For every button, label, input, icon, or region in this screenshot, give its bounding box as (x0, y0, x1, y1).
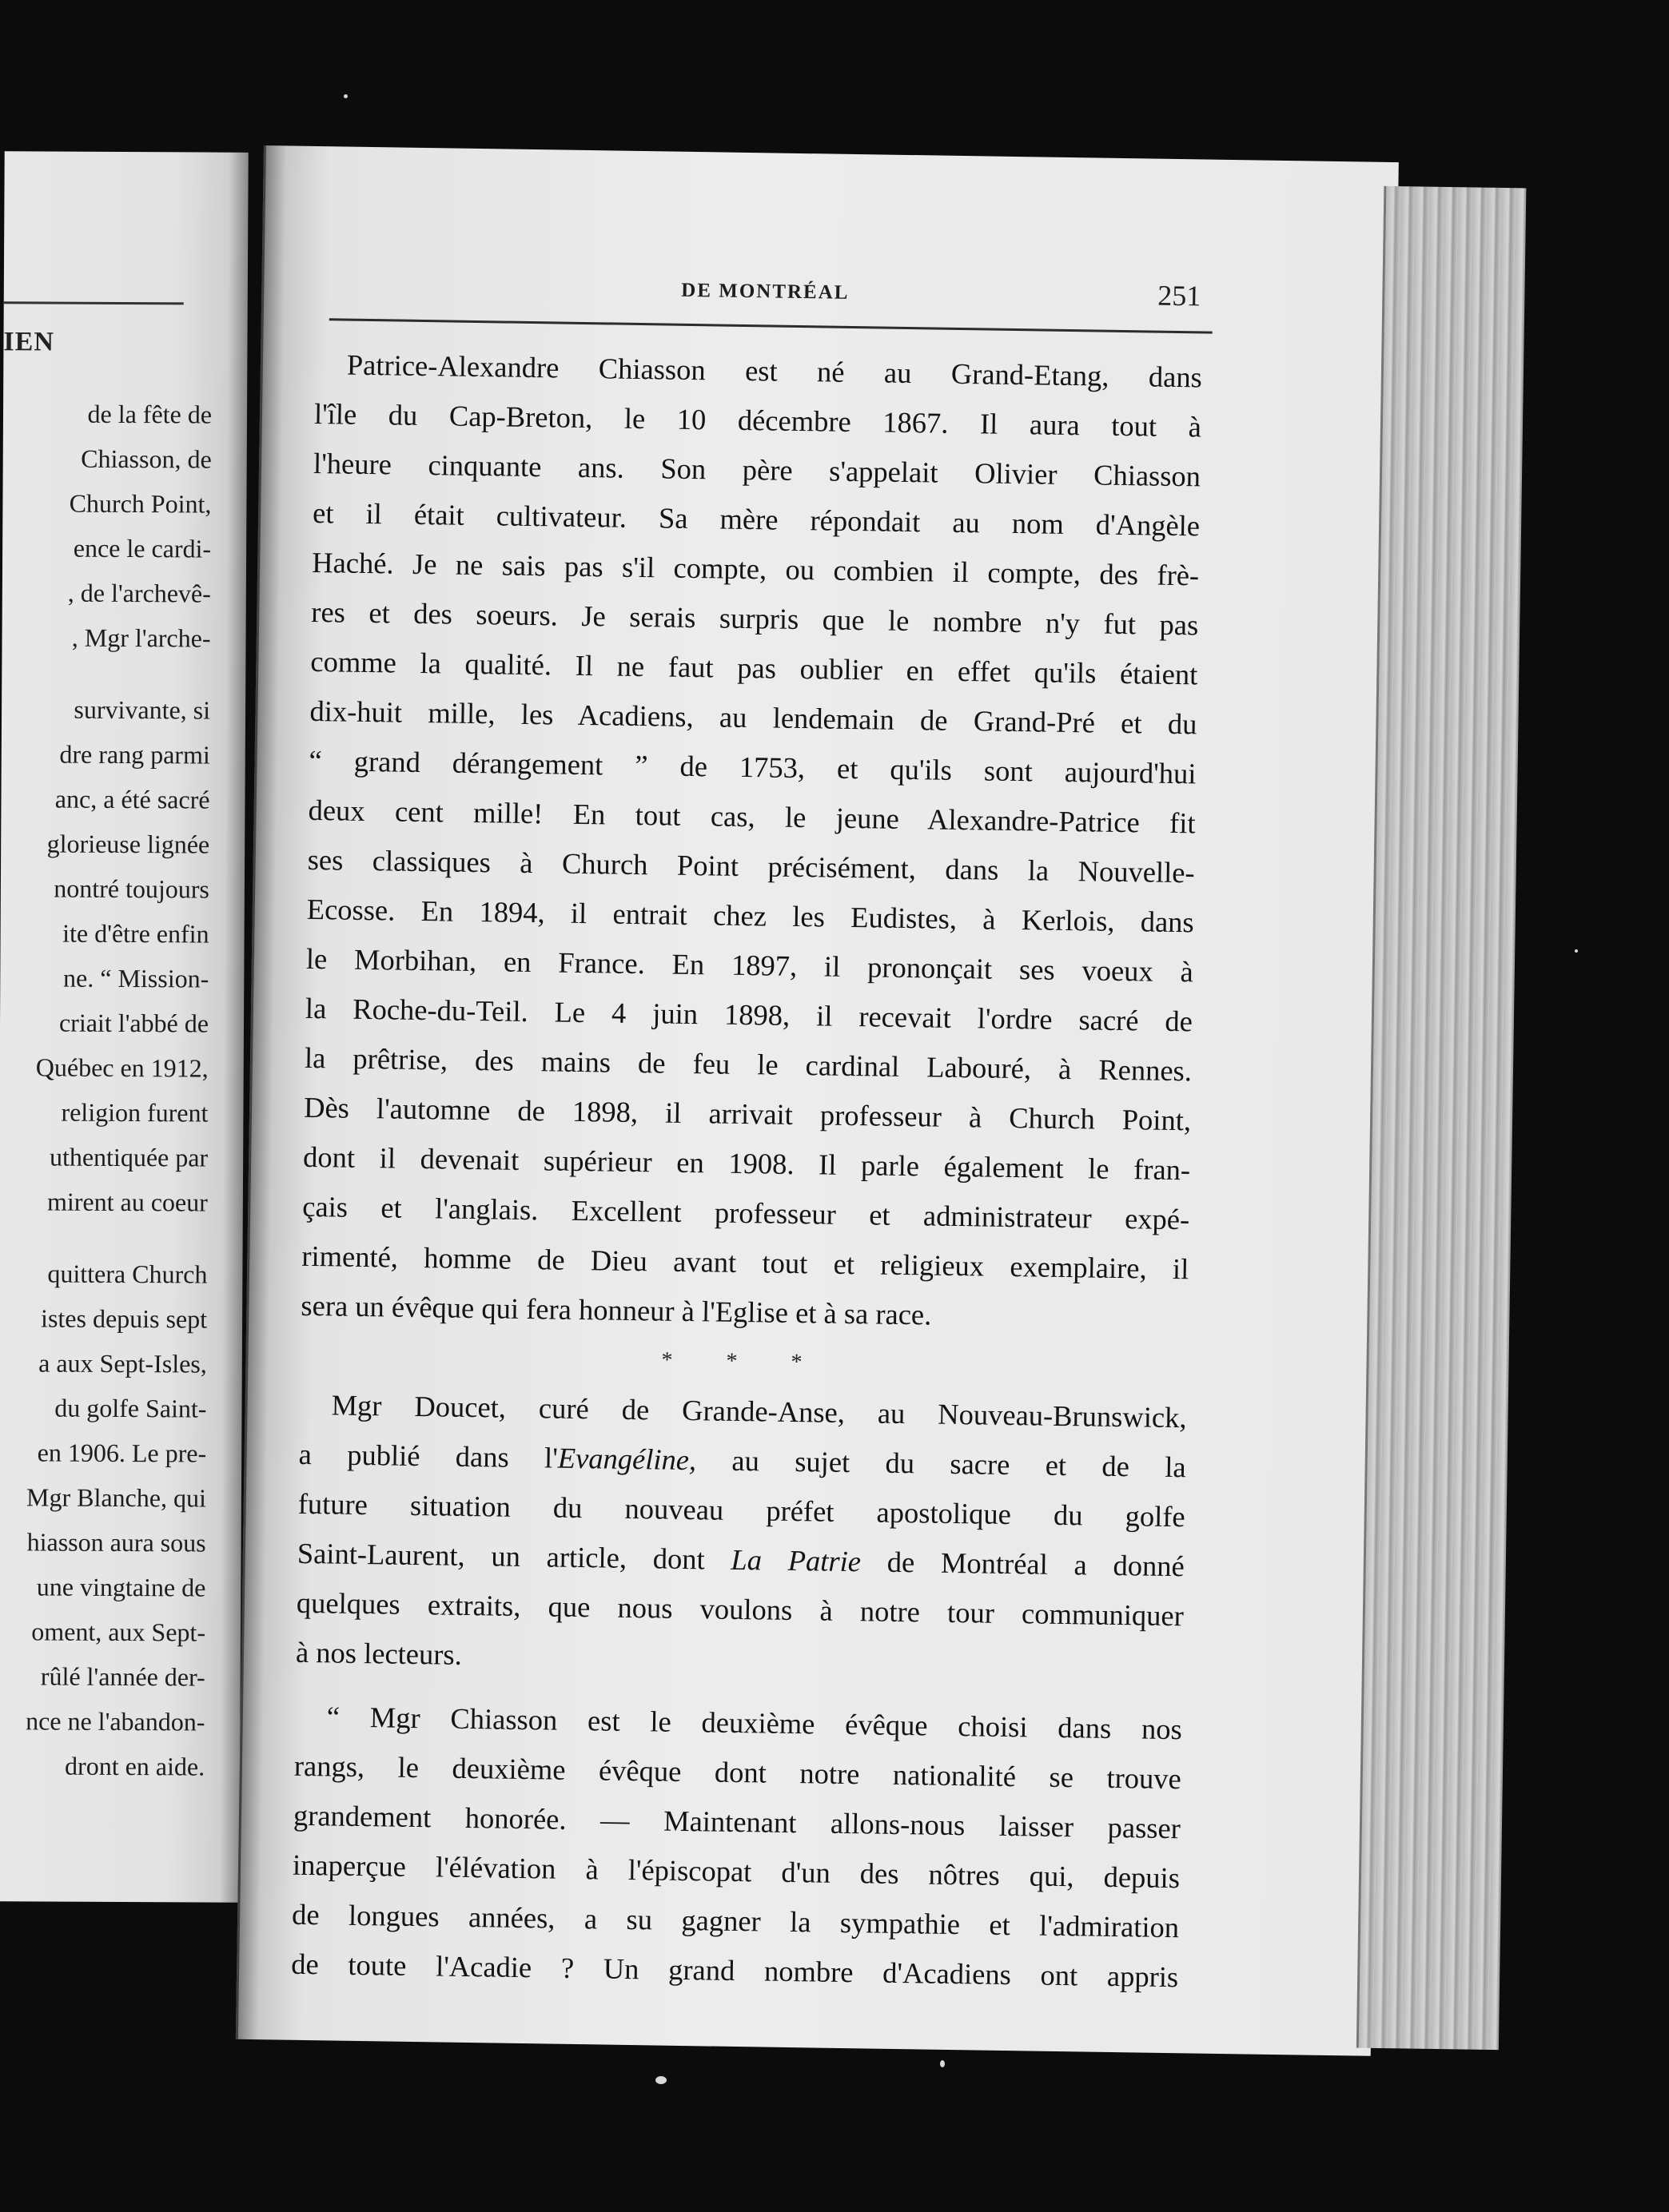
text-line: çais et l'anglais. Excellent professeur et administrateur expé- (302, 1189, 1190, 1236)
text-line: du golfe Saint- (54, 1393, 207, 1423)
text-line: quelques extraits, que nous voulons à notre tour communiquer (296, 1585, 1185, 1633)
text-line: rangs, le deuxième évêque dont notre nationalité se trouve (293, 1749, 1182, 1796)
italic-title: La Patrie (731, 1542, 862, 1578)
text-line: anc, a été sacré (54, 784, 210, 814)
running-head (329, 266, 1201, 327)
page-number: 251 (1157, 279, 1201, 312)
dust-speck (940, 2060, 945, 2067)
text-line: Chiasson, de (81, 444, 212, 474)
text-line: ite d'être enfin (62, 918, 209, 949)
text-line: , de l'archevê- (67, 578, 211, 608)
left-page (0, 151, 249, 1903)
text-line: Haché. Je ne sais pas s'il compte, ou combien il compte, des frè- (311, 545, 1200, 592)
text-line: nce ne l'abandon- (26, 1706, 205, 1737)
text-line: quittera Church (47, 1259, 208, 1289)
text-line: oment, aux Sept- (31, 1617, 206, 1647)
text-line: survivante, si (74, 694, 211, 725)
text-line: dront en aide. (65, 1751, 205, 1781)
text-run: Saint-Laurent, un article, dont (297, 1536, 731, 1576)
text-line: et il était cultivateur. Sa mère répondait au nom d'Angèle (312, 495, 1201, 543)
italic-title: Evangéline, (557, 1441, 697, 1477)
text-line: “ Mgr Chiasson est le deuxième évêque choisi dans nos (326, 1700, 1183, 1746)
text-line: nontré toujours (54, 873, 209, 904)
dust-speck (344, 94, 348, 98)
text-line: ne. “ Mission- (63, 963, 209, 993)
text-line: res et des soeurs. Je serais surpris que le nombre n'y fut pas (311, 595, 1199, 642)
text-line: la Roche-du-Teil. Le 4 juin 1898, il recevait l'ordre sacré de (305, 991, 1193, 1038)
main-page (236, 145, 1399, 2056)
text-line: deux cent mille! En tout cas, le jeune Alexandre-Patrice fit (308, 793, 1196, 840)
text-line: istes depuis sept (41, 1303, 208, 1334)
text-line: l'heure cinquante ans. Son père s'appelait Olivier Chiasson (313, 446, 1201, 493)
text-line: ses classiques à Church Point précisément, dans la Nouvelle- (307, 842, 1195, 889)
text-line: criait l'abbé de (58, 1008, 209, 1038)
text-line: de la fête de (87, 399, 213, 429)
text-line: de toute l'Acadie ? Un grand nombre d'Acadiens ont appris (290, 1947, 1179, 1994)
text-line: dre rang parmi (59, 739, 210, 770)
text-line: Ecosse. En 1894, il entrait chez les Eudistes, à Kerlois, dans (306, 892, 1195, 939)
dust-speck (1575, 949, 1578, 953)
text-line: ence le cardi- (73, 533, 212, 563)
page-stack-edge (1356, 186, 1527, 2050)
section-separator: * * * (661, 1347, 827, 1375)
text-line: Patrice-Alexandre Chiasson est né au Grand-Etang, dans (346, 348, 1203, 394)
text-line: comme la qualité. Il ne faut pas oublier en effet qu'ils étaient (310, 644, 1198, 691)
text-line: mirent au coeur (46, 1187, 208, 1217)
text-line: la prêtrise, des mains de feu le cardinal Labouré, à Rennes. (304, 1040, 1193, 1088)
text-line: hiasson aura sous (26, 1527, 206, 1558)
text-line: l'île du Cap-Breton, le 10 décembre 1867. Il aura tout à (313, 396, 1202, 444)
text-line: glorieuse lignée (46, 829, 210, 859)
text-line: sera un évêque qui fera honneur à l'Eglise et à sa race. (301, 1288, 932, 1331)
running-title: DE MONTRÉAL (681, 279, 850, 304)
text-run: au sujet du sacre et de la (695, 1443, 1186, 1484)
left-page-header: IEN (3, 327, 55, 357)
text-line: uthentiquée par (49, 1142, 209, 1172)
text-line: de longues années, a su gagner la sympathie et l'admiration (291, 1897, 1180, 1944)
text-line: future situation du nouveau préfet apostolique du golfe (297, 1486, 1185, 1534)
text-run: de Montréal a donné (860, 1545, 1185, 1583)
text-line: une vingtaine de (36, 1572, 206, 1602)
text-line: dix-huit mille, les Acadiens, au lendemain de Grand-Pré et du (309, 694, 1197, 741)
text-line: Québec en 1912, (35, 1052, 209, 1083)
text-line: dont il devenait supérieur en 1908. Il parle également le fran- (302, 1140, 1191, 1187)
text-line: religion furent (61, 1097, 209, 1128)
text-line: en 1906. Le pre- (37, 1438, 207, 1468)
text-line: Mgr Blanche, qui (26, 1482, 207, 1513)
text-line: Dès l'automne de 1898, il arrivait professeur à Church Point, (303, 1090, 1192, 1137)
text-line: grandement honorée. — Maintenant allons-nous laisser passer (293, 1798, 1181, 1845)
text-line: rimenté, homme de Dieu avant tout et religieux exemplaire, il (301, 1239, 1189, 1286)
text-line: inaperçue l'élévation à l'épiscopat d'un des nôtres qui, depuis (292, 1848, 1181, 1895)
text-line: le Morbihan, en France. En 1897, il prononçait ses voeux à (305, 941, 1194, 989)
left-header-rule (4, 301, 184, 304)
text-line: “ grand dérangement ” de 1753, et qu'ils sont aujourd'hui (309, 743, 1197, 790)
text-line: Church Point, (69, 488, 212, 519)
text-line: à nos lecteurs. (295, 1635, 463, 1671)
body-text (291, 340, 1202, 2002)
left-page-text (0, 391, 212, 1789)
text-line: Mgr Doucet, curé de Grande-Anse, au Nouveau-Brunswick, (331, 1388, 1187, 1434)
dust-speck (655, 2076, 667, 2084)
text-line: a aux Sept-Isles, (38, 1348, 207, 1379)
text-run: a publié dans l' (298, 1437, 559, 1474)
text-line: , Mgr l'arche- (71, 623, 211, 653)
text-line: rûlé l'année der- (40, 1661, 205, 1692)
